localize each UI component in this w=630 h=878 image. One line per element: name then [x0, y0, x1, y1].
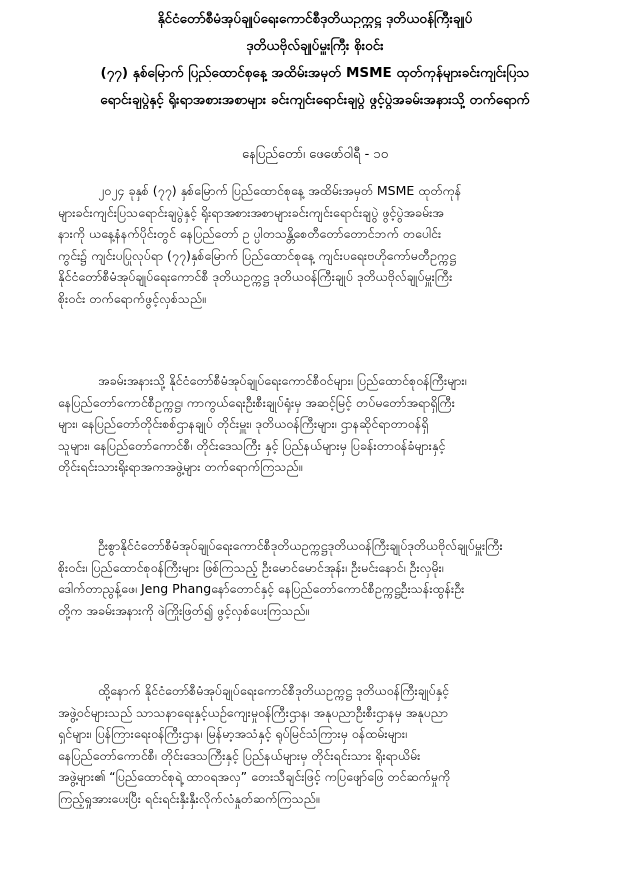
paragraph-line: အဖွဲ့ဝင်များသည် သာသနာရေးနှင့်ယဉ်ကျေးမှုဝန်ကြီးဌာန၊ အနုပညာဦးစီးဌာနမှ အနုပညာ: [58, 704, 448, 720]
paragraph-line: စိုးဝင်း တက်ရောက်ဖွင့်လှစ်သည်။: [58, 290, 206, 306]
paragraph-line: ဦးစွာနိုင်ငံတော်စီမံအုပ်ချုပ်ရေးကောင်စီဒုတိယဥက္ကဋ္ဌဒုတိယဝန်ကြီးချုပ်ဒုတိယဗိုလ်ချုပ်မှူးကြီး: [98, 538, 503, 553]
dateline: နေပြည်တော်၊ ဖေဖော်ဝါရီ - ၁၀: [241, 147, 389, 162]
paragraph-line: နေပြည်တော်ကောင်စီ၊ တိုင်းဒေသကြီးနှင့် ပြည်နယ်များမှ တိုင်းရင်းသား ရိုးရာယိမ်း: [58, 747, 421, 763]
title-line-1: နိုင်ငံတော်စီမံအုပ်ချုပ်ရေးကောင်စီဒုတိယဥက္ကဋ္ဌ ဒုတိယဝန်ကြီးချုပ်: [157, 11, 473, 27]
paragraph-4: [58, 680, 578, 809]
paragraph-line: ကြည့်ရှုအားပေးပြီး ရင်းရင်းနှီးနှီးလိုက်လံနှုတ်ဆက်ကြသည်။: [58, 790, 320, 806]
paragraph-line: ထို့နောက် နိုင်ငံတော်စီမံအုပ်ချုပ်ရေးကောင်စီဒုတိယဥက္ကဋ္ဌ ဒုတိယဝန်ကြီးချုပ်နှင့်: [98, 683, 449, 698]
paragraph-line: နေပြည်တော်ကောင်စီဥက္ကဋ္ဌ၊ ကာကွယ်ရေးဦးစီးချုပ်ရုံးမှ အဆင့်မြင့် တပ်မတော်အရာရှိကြီး: [58, 394, 455, 410]
paragraph-1: [58, 180, 578, 309]
paragraph-line: တိုင်းရင်းသားရိုးရာအကအဖွဲ့များ တက်ရောက်ကြသည်။: [58, 459, 303, 474]
paragraph-line: အဖွဲ့များ၏ “ပြည်ထောင်စုရဲ့ ထာဝရအလှ” တေးသီချင်းဖြင့် ကပြဖျော်ဖြေ တင်ဆက်မှုကို: [58, 769, 451, 784]
paragraph-line: များ၊ နေပြည်တော်တိုင်းစစ်ဌာနချုပ် တိုင်းမှူး၊ ဒုတိယဝန်ကြီးများ၊ ဌာနဆိုင်ရာတာဝန်ရှိ: [58, 416, 429, 431]
paragraph-line: ၂၀၂၄ ခုနှစ် (၇၇) နှစ်မြောက် ပြည်ထောင်စုနေ့ အထိမ်းအမှတ် MSME ထုတ်ကုန်: [98, 183, 462, 198]
paragraph-line: နိုင်ငံတော်စီမံအုပ်ချုပ်ရေးကောင်စီ ဒုတိယဥက္ကဋ္ဌ ဒုတိယဝန်ကြီးချုပ် ဒုတိယဗိုလ်ချုပ်မှူးကြီး: [58, 269, 453, 284]
paragraph-line: နားကို ယနေ့နံနက်ပိုင်းတွင် နေပြည်တော် ဥ ပ္ပါတသန္တိစေတီတော်တောင်ဘက် တပေါင်း: [58, 226, 442, 241]
title-line-4: ရောင်းချပွဲနှင့် ရိုးရာအစားအစာများ ခင်းကျင်းရောင်းချပွဲ ဖွင့်ပွဲအခမ်းအနားသို့ တက်ရောက်: [100, 92, 530, 108]
paragraph-line: ရှင်များ၊ ပြန်ကြားရေးဝန်ကြီးဌာန၊ မြန်မာ့အသံနှင့် ရုပ်မြင်သံကြားမှ ဝန်ထမ်းများ၊: [58, 726, 407, 741]
paragraph-line: စိုးဝင်း၊ ပြည်ထောင်စုဝန်ကြီးများ ဖြစ်ကြသည့် ဦးမောင်မောင်အုန်း၊ ဦးမင်းနောင်၊ ဦးလှမိုး၊: [58, 559, 444, 575]
title-line-2: ဒုတိယဗိုလ်ချုပ်မှူးကြီး စိုးဝင်း: [246, 38, 384, 54]
paragraph-line: ကွင်း၌ ကျင်းပပြုလုပ်ရာ (၇၇)နှစ်မြောက် ပြည်ထောင်စုနေ့ ကျင်းပရေးဗဟိုကော်မတီဥက္ကဋ္ဌ: [58, 247, 456, 263]
paragraph-3: [58, 535, 578, 621]
title-line-3: (၇၇) နှစ်မြောက် ပြည်ထောင်စုနေ့ အထိမ်းအမှတ် MSME ထုတ်ကုန်များခင်းကျင်းပြသ: [100, 65, 530, 81]
paragraph-line: တို့က အခမ်းအနားကို ဖဲကြိုးဖြတ်၍ ဖွင့်လှစ်ပေးကြသည်။: [58, 602, 310, 618]
paragraph-line: သူများ၊ နေပြည်တော်ကောင်စီ၊ တိုင်းဒေသကြီး နှင့် ပြည်နယ်များမှ ပြခန်းတာဝန်ခံများနှင့်: [58, 437, 446, 453]
paragraph-line: အခမ်းအနားသို့ နိုင်ငံတော်စီမံအုပ်ချုပ်ရေးကောင်စီဝင်များ၊ ပြည်ထောင်စုဝန်ကြီးများ၊: [98, 373, 467, 388]
paragraph-line: များခင်းကျင်းပြသရောင်းချပွဲနှင့် ရိုးရာအစားအစာများခင်းကျင်းရောင်းချပွဲ ဖွင့်ပွဲအခမ်းအ: [58, 204, 444, 220]
paragraph-line: ဒေါက်တာညွန့်ဖေ၊ Jeng Phangနော်တောင်နှင့် နေပြည်တော်ကောင်စီဥက္ကဋ္ဌဦးသန်းထွန်းဦး: [58, 581, 465, 596]
paragraph-2: [58, 370, 578, 478]
